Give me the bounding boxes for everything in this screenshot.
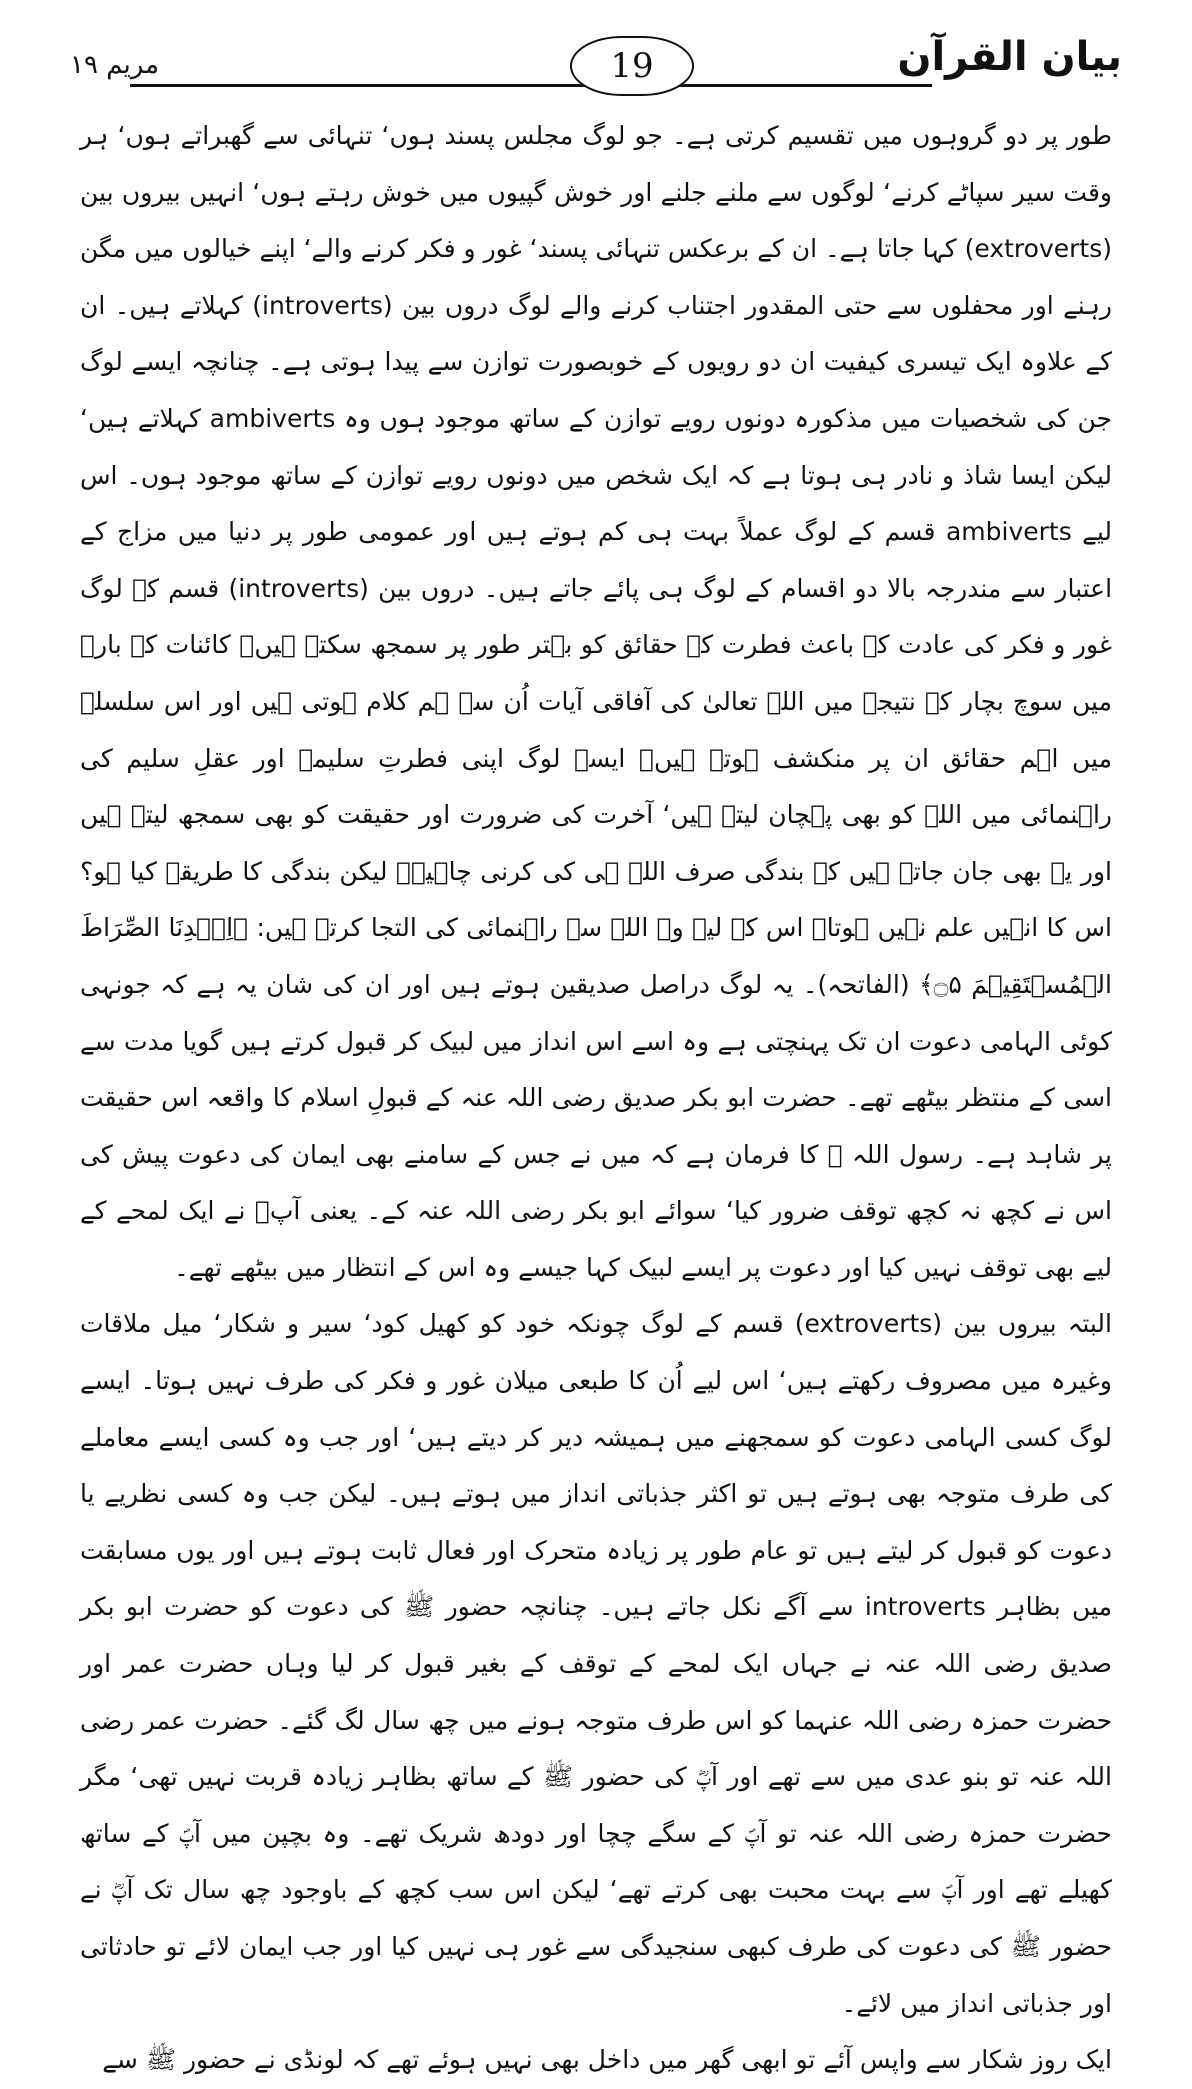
paragraph: ایک روز شکار سے واپس آئے تو ابھی گھر میں داخل بھی نہیں ہوئے تھے کہ لونڈی نے حضور ﷺ سے	[102, 2045, 1112, 2075]
page-number: 19	[570, 36, 694, 96]
surah-reference: مریم ١٩	[70, 50, 160, 80]
body-text	[80, 108, 1112, 2089]
paragraph: البتہ بیروں بین (extroverts) قسم کے لوگ چونکہ خود کو کھیل کود‘ سیر و شکار‘ میل ملاقات وغیرہ میں مصروف رکھتے ہیں‘ اس لیے اُن کا طبعی میلان غور و فکر کی طرف نہیں ہوتا۔ ایسے لوگ کسی الہامی دعوت کو سمجھنے میں ہمیشہ دیر کر دیتے ہیں‘ اور جب وہ کسی ایسے معاملے کی طرف متوجہ بھی ہوتے ہیں تو اکثر جذباتی انداز میں ہوتے ہیں۔ لیکن جب وہ کسی نظریے یا دعوت کو قبول کر لیتے ہیں تو عام طور پر زیادہ متحرک اور فعال ثابت ہوتے ہیں اور یوں مسابقت میں بظاہر introverts سے آگے نکل جاتے ہیں۔ چنانچہ حضور ﷺ کی دعوت کو حضرت ابو بکر صدیق رضی اللہ عنہ نے جہاں ایک لمحے کے توقف کے بغیر قبول کر لیا وہاں حضرت عمر اور حضرت حمزہ رضی اللہ عنہما کو اس طرف متوجہ ہونے میں چھ سال لگ گئے۔ حضرت عمر رضی اللہ عنہ تو بنو عدی میں سے تھے اور آپؓ کی حضور ﷺ کے ساتھ بظاہر زیادہ قربت نہیں تھی‘ مگر حضرت حمزہ رضی اللہ عنہ تو آپؐ کے سگے چچا اور دودھ شریک تھے۔ وہ بچپن میں آپؐ کے ساتھ کھیلے تھے اور آپؐ سے بہت محبت بھی کرتے تھے‘ لیکن اس سب کچھ کے باوجود چھ سال تک آپؓ نے حضور ﷺ کی دعوت کی طرف کبھی سنجیدگی سے غور ہی نہیں کیا اور جب ایمان لائے تو حادثاتی اور جذباتی انداز میں لائے۔	[80, 1309, 1112, 2018]
page-header	[70, 28, 1122, 98]
paragraph: طور پر دو گروہوں میں تقسیم کرتی ہے۔ جو لوگ مجلس پسند ہوں‘ تنہائی سے گھبراتے ہوں‘ ہر وقت سیر سپاٹے کرنے‘ لوگوں سے ملنے جلنے اور خوش گپیوں میں خوش رہتے ہوں‘ انہیں بیروں بین (extroverts) کہا جاتا ہے۔ ان کے برعکس تنہائی پسند‘ غور و فکر کرنے والے‘ اپنے خیالوں میں مگن رہنے اور محفلوں سے حتی المقدور اجتناب کرنے والے لوگ دروں بین (introverts) کہلاتے ہیں۔ ان کے علاوہ ایک تیسری کیفیت ان دو رویوں کے خوبصورت توازن سے پیدا ہوتی ہے۔ چنانچہ ایسے لوگ جن کی شخصیات میں مذکورہ دونوں رویے توازن کے ساتھ موجود ہوں وہ ambiverts کہلاتے ہیں‘ لیکن ایسا شاذ و نادر ہی ہوتا ہے کہ ایک شخص میں دونوں رویے توازن کے ساتھ موجود ہوں۔ اس لیے ambiverts قسم کے لوگ عملاً بہت ہی کم ہوتے ہیں اور عمومی طور پر دنیا میں مزاج کے اعتبار سے مندرجہ بالا دو اقسام کے لوگ ہی پائے جاتے ہیں۔ دروں بین (introverts) قسم کے لوگ غور و فکر کی عادت کے باعث فطرت کے حقائق کو بہتر طور پر سمجھ سکتے ہیں۔ کائنات کے بارے میں سوچ بچار کے نتیجے میں اللہ تعالیٰ کی آفاقی آیات اُن سے ہم کلام ہوتی ہیں اور اس سلسلے میں اہم حقائق ان پر منکشف ہوتے ہیں۔ ایسے لوگ اپنی فطرتِ سلیمہ اور عقلِ سلیم کی راہنمائی میں اللہ کو بھی پہچان لیتے ہیں‘ آخرت کی ضرورت اور حقیقت کو بھی سمجھ لیتے ہیں اور یہ بھی جان جاتے ہیں کہ بندگی صرف اللہ ہی کی کرنی چاہیے۔ لیکن بندگی کا طریقہ کیا ہو؟ اس کا انہیں علم نہیں ہوتا۔ اس کے لیے وہ اللہ سے راہنمائی کی التجا کرتے ہیں: ﴿اِہۡدِنَا الصِّرَاطَ الۡمُسۡتَقِیۡمَ ۝۵﴾ (الفاتحہ)۔ یہ لوگ دراصل صدیقین ہوتے ہیں اور ان کی شان یہ ہے کہ جونہی کوئی الہامی دعوت ان تک پہنچتی ہے وہ اسے اس انداز میں لبیک کر قبول کرتے ہیں گویا مدت سے اسی کے منتظر بیٹھے تھے۔ حضرت ابو بکر صدیق رضی اللہ عنہ کے قبولِ اسلام کا واقعہ اس حقیقت پر شاہد ہے۔ رسول اللہ ﷺ کا فرمان ہے کہ میں نے جس کے سامنے بھی ایمان کی دعوت پیش کی اس نے کچھ نہ کچھ توقف ضرور کیا‘ سوائے ابو بکر رضی اللہ عنہ کے۔ یعنی آپؓ نے ایک لمحے کے لیے بھی توقف نہیں کیا اور دعوت پر ایسے لبیک کہا جیسے وہ اس کے انتظار میں بیٹھے تھے۔	[80, 121, 1113, 1282]
book-title: بیان القرآن	[897, 34, 1122, 80]
header-rule	[130, 84, 932, 87]
